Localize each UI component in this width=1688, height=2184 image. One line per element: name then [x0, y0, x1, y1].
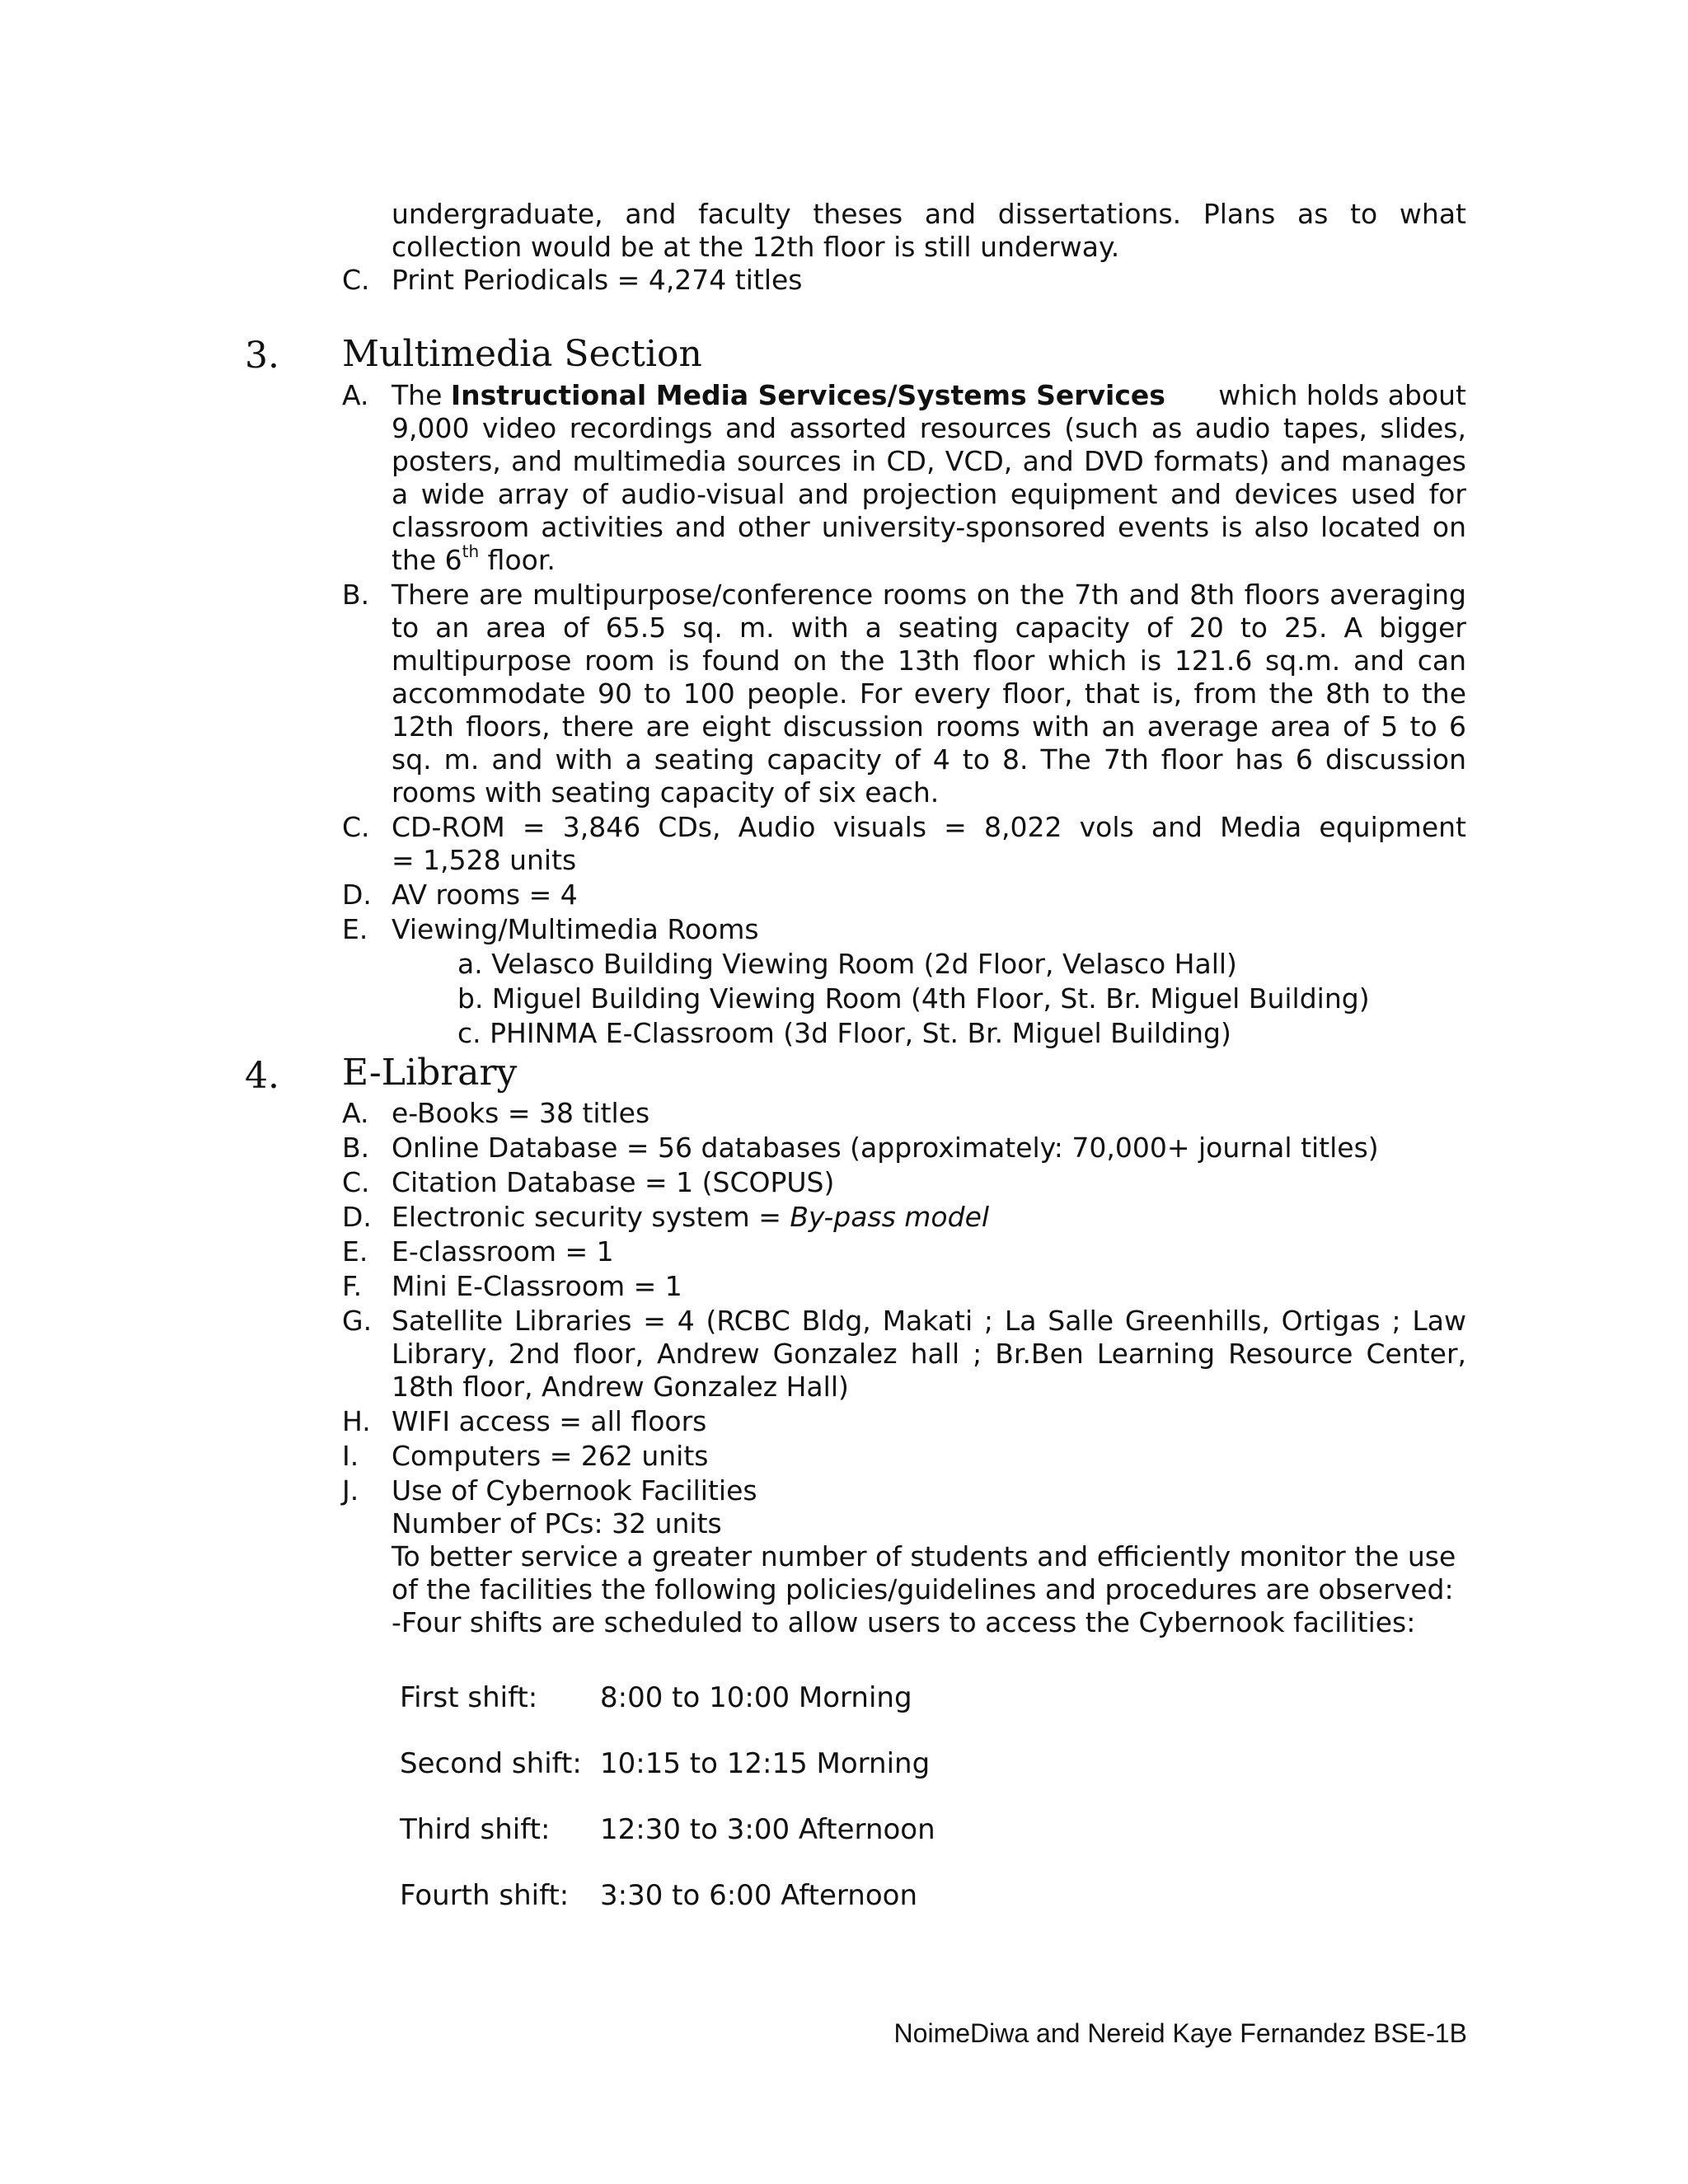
item-text: AV rooms = 4 — [392, 879, 578, 911]
item-label: B. — [342, 579, 370, 611]
section-number: 4. — [245, 1055, 279, 1097]
item-text-line: 18th floor, Andrew Gonzalez Hall) — [392, 1371, 849, 1403]
item-text-line: rooms with seating capacity of six each. — [392, 776, 940, 808]
superscript: th — [462, 541, 480, 561]
shift-time: 12:30 to 3:00 Afternoon — [600, 1813, 935, 1846]
item-text-line: = 1,528 units — [392, 844, 577, 876]
shift-time: 10:15 to 12:15 Morning — [600, 1747, 931, 1780]
item-text: Viewing/Multimedia Rooms — [392, 913, 759, 945]
item-text: e-Books = 38 titles — [392, 1097, 650, 1129]
text-fragment: floor. — [479, 544, 556, 576]
item-text-line: multipurpose room is found on the 13th floor which is 121.6 sq.m. and can — [392, 644, 1466, 677]
text-fragment: the 6 — [392, 544, 462, 576]
item-text-line: -Four shifts are scheduled to allow users to access the Cybernook facilities: — [392, 1606, 1416, 1638]
item-text-line: Use of Cybernook Facilities — [392, 1474, 757, 1507]
item-text-line — [392, 541, 556, 576]
item-text — [392, 379, 1466, 411]
item-text-line: Library, 2nd floor, Andrew Gonzalez hall ; Br.Ben Learning Resource Center, — [392, 1338, 1466, 1370]
item-text-line: a wide array of audio-visual and projection equipment and devices used for — [392, 478, 1466, 510]
shift-name: Second shift: — [400, 1747, 582, 1780]
item-text-line: posters, and multimedia sources in CD, VCD, and DVD formats) and manages — [392, 445, 1466, 477]
item-text: Computers = 262 units — [392, 1440, 709, 1472]
item-text-line: sq. m. and with a seating capacity of 4 to 8. The 7th floor has 6 discussion — [392, 743, 1466, 776]
item-label: A. — [342, 379, 369, 411]
item-label: I. — [342, 1440, 359, 1472]
item-label: G. — [342, 1305, 373, 1337]
item-label: J. — [342, 1474, 359, 1507]
shift-time: 8:00 to 10:00 Morning — [600, 1681, 912, 1714]
bold-term: Instructional Media Services/Systems Services — [450, 379, 1165, 411]
item-text-line: Satellite Libraries = 4 (RCBC Bldg, Makati ; La Salle Greenhills, Ortigas ; Law — [392, 1305, 1466, 1337]
continuation-line: undergraduate, and faculty theses and dissertations. Plans as to what — [392, 198, 1466, 230]
item-text-continued: which holds about — [1218, 379, 1466, 411]
item-text-line: 9,000 video recordings and assorted resources (such as audio tapes, slides, — [392, 412, 1466, 444]
item-text-line: CD-ROM = 3,846 CDs, Audio visuals = 8,022 vols and Media equipment — [392, 811, 1466, 843]
item-text: Online Database = 56 databases (approximately: 70,000+ journal titles) — [392, 1132, 1379, 1164]
item-label: D. — [342, 879, 372, 911]
item-text — [392, 1201, 990, 1233]
item-text: Mini E-Classroom = 1 — [392, 1270, 682, 1302]
italic-term: By-pass model — [790, 1201, 990, 1233]
item-text-line: There are multipurpose/conference rooms on the 7th and 8th floors averaging — [392, 579, 1466, 611]
section-number: 3. — [245, 335, 279, 377]
item-text: Print Periodicals = 4,274 titles — [392, 264, 803, 296]
item-text-line: Number of PCs: 32 units — [392, 1507, 722, 1540]
continuation-line: collection would be at the 12th floor is still underway. — [392, 231, 1120, 263]
item-label: E. — [342, 913, 368, 945]
item-label: C. — [342, 264, 370, 296]
item-label: C. — [342, 1166, 370, 1198]
text-fragment: Electronic security system = — [392, 1201, 790, 1233]
item-text-line: to an area of 65.5 sq. m. with a seating capacity of 20 to 25. A bigger — [392, 612, 1466, 644]
item-label: C. — [342, 811, 370, 843]
item-label: A. — [342, 1097, 369, 1129]
item-text: Citation Database = 1 (SCOPUS) — [392, 1166, 835, 1198]
item-label: B. — [342, 1132, 370, 1164]
shift-name: First shift: — [400, 1681, 538, 1714]
shift-name: Third shift: — [400, 1813, 551, 1846]
item-label: H. — [342, 1405, 371, 1437]
page-footer: NoimeDiwa and Nereid Kaye Fernandez BSE-1B — [893, 2018, 1467, 2048]
item-label: F. — [342, 1270, 363, 1302]
item-text-line: 12th floors, there are eight discussion rooms with an average area of 5 to 6 — [392, 710, 1466, 743]
section-title: Multimedia Section — [342, 333, 702, 375]
item-text-line: accommodate 90 to 100 people. For every floor, that is, from the 8th to the — [392, 677, 1466, 710]
item-text: E-classroom = 1 — [392, 1235, 614, 1268]
item-label: D. — [342, 1201, 372, 1233]
item-text-intro: The — [392, 379, 443, 411]
item-text-line: of the facilities the following policies/guidelines and procedures are observed: — [392, 1573, 1454, 1605]
item-label: E. — [342, 1235, 368, 1268]
sub-item: c. PHINMA E-Classroom (3d Floor, St. Br. Miguel Building) — [457, 1017, 1231, 1049]
sub-item: b. Miguel Building Viewing Room (4th Floor, St. Br. Miguel Building) — [457, 982, 1370, 1015]
shift-time: 3:30 to 6:00 Afternoon — [600, 1879, 918, 1912]
item-text: WIFI access = all floors — [392, 1405, 707, 1437]
sub-item: a. Velasco Building Viewing Room (2d Floor, Velasco Hall) — [457, 948, 1237, 980]
item-text-line: To better service a greater number of students and efficiently monitor the use — [392, 1540, 1456, 1572]
item-text-line: classroom activities and other university-sponsored events is also located on — [392, 511, 1466, 543]
shift-name: Fourth shift: — [400, 1879, 570, 1912]
section-title: E-Library — [342, 1052, 518, 1094]
